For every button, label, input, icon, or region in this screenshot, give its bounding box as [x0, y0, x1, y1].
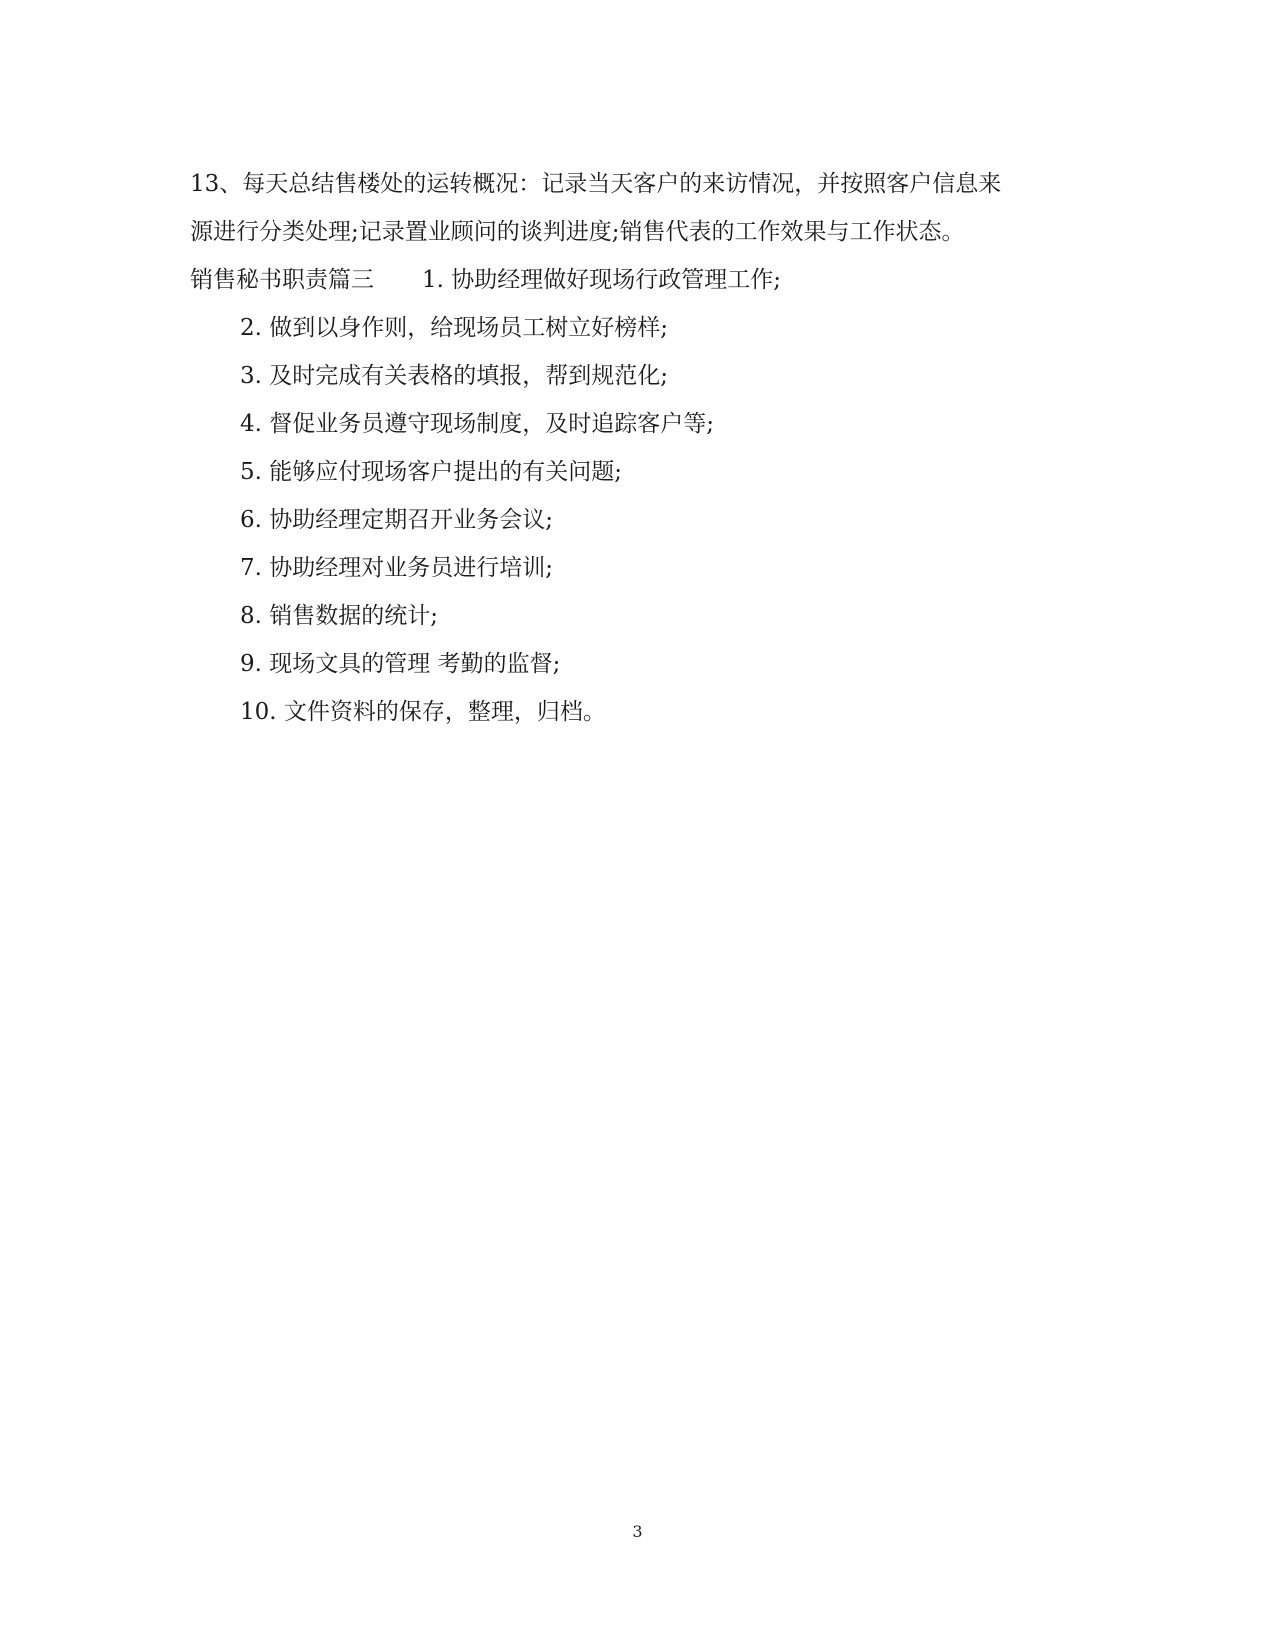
list-item: 5. 能够应付现场客户提出的有关问题;	[240, 459, 623, 485]
paragraph-line: 源进行分类处理;记录置业顾问的谈判进度;销售代表的工作效果与工作状态。	[190, 219, 965, 245]
list-item: 2. 做到以身作则，给现场员工树立好榜样;	[240, 315, 669, 341]
list-item: 10. 文件资料的保存，整理，归档。	[240, 699, 606, 725]
list-item: 7. 协助经理对业务员进行培训;	[240, 555, 554, 581]
section-heading: 销售秘书职责篇三	[190, 267, 374, 293]
list-item: 3. 及时完成有关表格的填报，帮到规范化;	[240, 363, 669, 389]
list-item: 6. 协助经理定期召开业务会议;	[240, 507, 554, 533]
section-heading-line	[190, 256, 1070, 304]
page-number: 3	[632, 1522, 643, 1541]
document-body	[190, 160, 1070, 736]
paragraph-line: 13、每天总结售楼处的运转概况：记录当天客户的来访情况，并按照客户信息来	[190, 171, 1002, 197]
list-item: 9. 现场文具的管理 考勤的监督;	[240, 651, 561, 677]
list-item: 4. 督促业务员遵守现场制度，及时追踪客户等;	[240, 411, 715, 437]
list-item: 1. 协助经理做好现场行政管理工作;	[422, 267, 782, 293]
list-item: 8. 销售数据的统计;	[240, 603, 439, 629]
